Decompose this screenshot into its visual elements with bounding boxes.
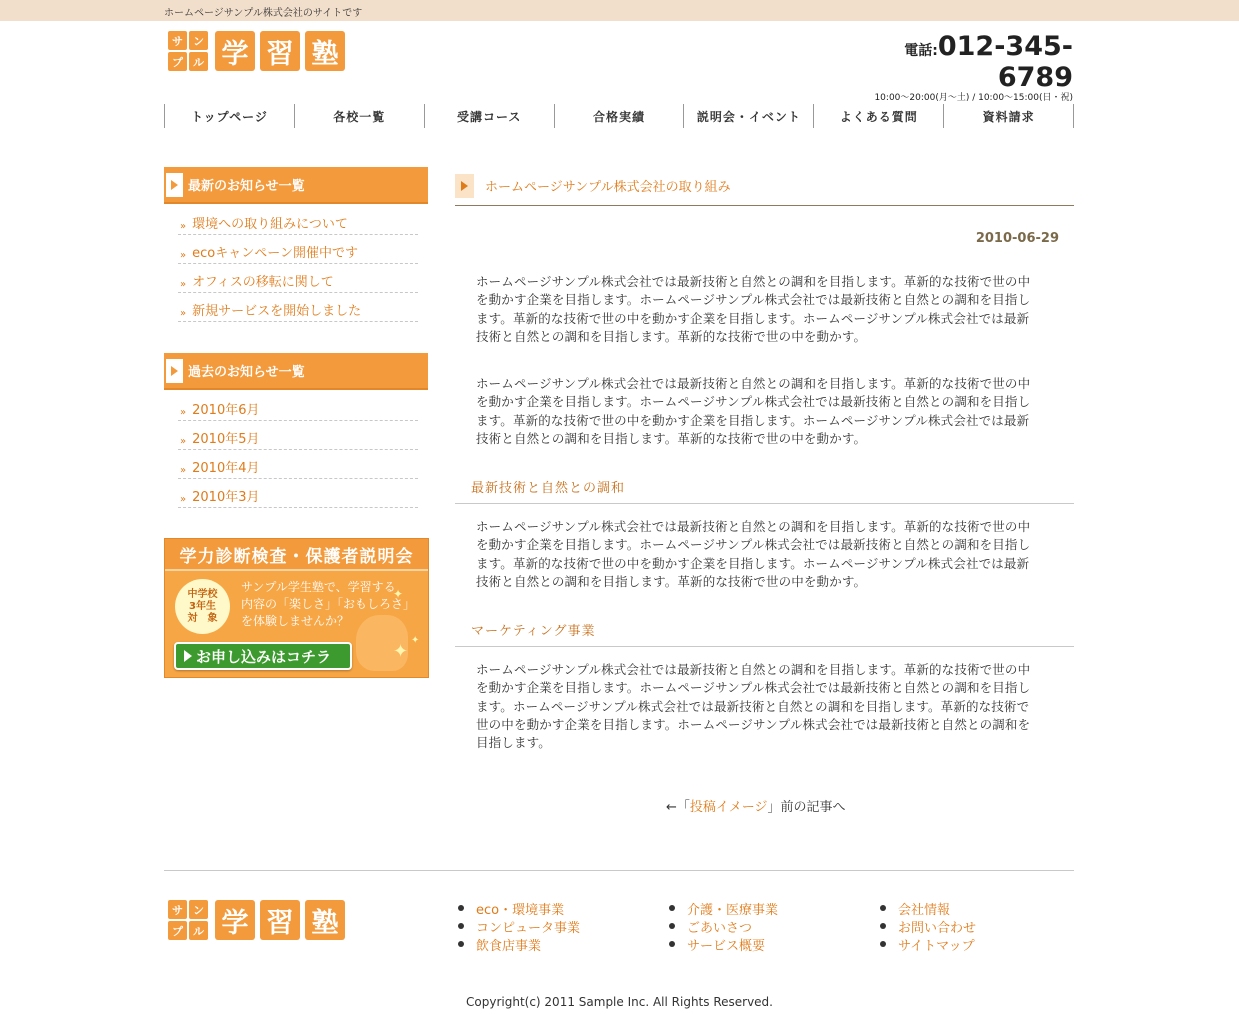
latest-news-title: 最新のお知らせ一覧 <box>188 179 305 194</box>
nav-request[interactable]: 資料請求 <box>944 104 1074 128</box>
footer-link-label: ごあいさつ <box>687 920 753 936</box>
triangle-icon <box>455 174 474 198</box>
list-item[interactable] <box>178 421 418 450</box>
prev-suffix: 」前の記事へ <box>767 800 846 815</box>
list-item[interactable] <box>178 206 418 235</box>
apply-button-label: お申し込みはコチラ <box>196 647 332 666</box>
bullet-icon <box>458 941 464 947</box>
footer-link-label: サービス概要 <box>687 938 766 954</box>
text-line: 技術と自然との調和を目指します。革新的な技術で世の中を動かす。 <box>476 430 867 446</box>
footer-link[interactable] <box>880 917 976 935</box>
nav-top[interactable]: トップページ <box>165 104 295 128</box>
banner-text-line: サンプル学生塾で、学習する <box>241 580 396 594</box>
bullet-icon <box>458 923 464 929</box>
logo-big-char: 学 <box>215 31 255 71</box>
bullet-icon <box>880 905 886 911</box>
bullet-icon: » <box>180 407 187 418</box>
list-item[interactable] <box>178 479 418 508</box>
logo-big-char: 習 <box>260 900 300 940</box>
past-news-heading <box>164 353 428 390</box>
logo-small-grid <box>168 31 208 71</box>
post-date: 2010-06-29 <box>975 231 1059 246</box>
logo-char: ル <box>189 52 208 71</box>
logo-big-char: 学 <box>215 900 255 940</box>
logo-big-char: 塾 <box>305 31 345 71</box>
nav-events[interactable]: 説明会・イベント <box>684 104 814 128</box>
latest-news-heading <box>164 167 428 204</box>
copyright: Copyright(c) 2011 Sample Inc. All Rights Reserved. <box>466 995 773 1009</box>
nav-courses[interactable]: 受講コース <box>425 104 555 128</box>
contact-info <box>847 31 1073 103</box>
nav-results[interactable]: 合格実績 <box>555 104 685 128</box>
site-logo[interactable] <box>168 31 350 71</box>
news-link[interactable]: 環境への取り組みについて <box>192 217 348 232</box>
sparkle-icon: ✦ <box>393 587 404 601</box>
text-line: 技術と自然との調和を目指します。革新的な技術で世の中を動かす。 <box>476 328 867 344</box>
footer-link-label: eco・環境事業 <box>476 902 565 918</box>
bullet-icon: » <box>180 250 187 261</box>
footer-divider <box>164 870 1074 871</box>
text-line: 世の中を動かす企業を目指します。ホームページサンプル株式会社では最新技術と自然との調和を <box>476 716 1031 732</box>
archive-link[interactable]: 2010年6月 <box>192 403 260 418</box>
bullet-icon: » <box>180 436 187 447</box>
logo-big-char: 習 <box>260 31 300 71</box>
text-line: ます。ホームページサンプル株式会社では最新技術と自然との調和を目指します。革新的な技術で <box>476 698 1030 714</box>
footer-link[interactable] <box>880 935 976 953</box>
logo-char: プ <box>168 52 187 71</box>
logo-small-grid <box>168 900 208 940</box>
seminar-banner[interactable] <box>164 538 429 678</box>
text-line: を動かす企業を目指します。ホームページサンプル株式会社では最新技術と自然との調和を目指し <box>476 680 1031 696</box>
text-line: を動かす企業を目指します。ホームページサンプル株式会社では最新技術と自然との調和を目指し <box>476 394 1031 410</box>
logo-char: プ <box>168 921 187 940</box>
latest-news-list <box>178 206 418 322</box>
past-news-list <box>178 392 418 508</box>
triangle-icon <box>166 173 183 197</box>
list-item[interactable] <box>178 392 418 421</box>
section-heading: マーケティング事業 <box>455 617 1074 647</box>
business-hours: 10:00〜20:00(月〜土) / 10:00〜15:00(日・祝) <box>874 93 1073 103</box>
nav-faq[interactable]: よくある質問 <box>814 104 944 128</box>
logo-char: ン <box>189 900 208 919</box>
global-nav <box>164 104 1074 128</box>
phone-label: 電話: <box>904 43 938 59</box>
text-line: 目指します。 <box>476 735 551 751</box>
list-item[interactable] <box>178 235 418 264</box>
footer-logo[interactable] <box>168 900 350 940</box>
bullet-icon: » <box>180 465 187 476</box>
footer-link-label: コンピュータ事業 <box>476 920 581 936</box>
list-item[interactable] <box>178 264 418 293</box>
footer-link[interactable] <box>880 899 976 917</box>
play-icon <box>184 650 192 662</box>
article-paragraph <box>476 273 1052 346</box>
news-link[interactable]: オフィスの移転に関して <box>192 275 334 290</box>
footer-link-label: サイトマップ <box>898 938 975 954</box>
footer-link[interactable] <box>458 899 580 917</box>
text-line: ホームページサンプル株式会社では最新技術と自然との調和を目指します。革新的な技術で世の中 <box>476 662 1031 677</box>
banner-text-line: を体験しませんか？ <box>241 614 350 628</box>
article-paragraph <box>476 661 1052 752</box>
badge-line: 対 象 <box>187 612 218 624</box>
footer-link-label: 介護・医療事業 <box>687 902 779 918</box>
bullet-icon: » <box>180 494 187 505</box>
site-tagline: ホームページサンプル株式会社のサイトです <box>164 8 363 19</box>
bullet-icon <box>669 941 675 947</box>
phone-number: 012-345-6789 <box>937 31 1073 93</box>
article-paragraph <box>476 375 1052 448</box>
bullet-icon: » <box>180 279 187 290</box>
archive-link[interactable]: 2010年3月 <box>192 490 260 505</box>
badge-line: 3年生 <box>189 600 216 612</box>
sparkle-icon: ✦ <box>411 635 420 646</box>
archive-link[interactable]: 2010年5月 <box>192 432 260 447</box>
triangle-icon <box>166 359 183 383</box>
text-line: ます。革新的な技術で世の中を動かす企業を目指します。ホームページサンプル株式会社では最新 <box>476 412 1030 428</box>
nav-schools[interactable]: 各校一覧 <box>295 104 425 128</box>
text-line: ホームページサンプル株式会社では最新技術と自然との調和を目指します。革新的な技術で世の中 <box>476 519 1031 534</box>
bullet-icon <box>669 923 675 929</box>
list-item[interactable] <box>178 293 418 322</box>
bullet-icon <box>669 905 675 911</box>
list-item[interactable] <box>178 450 418 479</box>
logo-char: ン <box>189 31 208 50</box>
banner-title: 学力診断検査・保護者説明会 <box>165 539 428 571</box>
footer-link[interactable] <box>669 899 778 917</box>
footer-links-col2 <box>669 899 778 953</box>
news-link[interactable]: 新規サービスを開始しました <box>192 304 362 319</box>
bullet-icon <box>458 905 464 911</box>
logo-char: サ <box>168 900 187 919</box>
text-line: ます。革新的な技術で世の中を動かす企業を目指します。ホームページサンプル株式会社では最新 <box>476 310 1030 326</box>
footer-link[interactable] <box>669 935 778 953</box>
footer-link-label: 会社情報 <box>898 902 951 918</box>
footer-links-col3 <box>880 899 976 953</box>
text-line: ます。革新的な技術で世の中を動かす企業を目指します。ホームページサンプル株式会社では最新 <box>476 555 1030 571</box>
text-line: を動かす企業を目指します。ホームページサンプル株式会社では最新技術と自然との調和を目指し <box>476 537 1031 553</box>
article-title: ホームページサンプル株式会社の取り組み <box>485 180 731 195</box>
bullet-icon: » <box>180 308 187 319</box>
article-title-bar <box>455 172 1074 206</box>
prev-arrow: ←「 <box>666 800 690 815</box>
logo-char: ル <box>189 921 208 940</box>
article-paragraph <box>476 518 1052 591</box>
top-bar <box>0 0 1239 21</box>
banner-text-line: 内容の「楽しさ」「おもしろさ」 <box>241 597 416 611</box>
badge-line: 中学校 <box>187 588 218 600</box>
bullet-icon <box>880 941 886 947</box>
section-heading: 最新技術と自然との調和 <box>455 474 1074 504</box>
footer-link[interactable] <box>458 935 580 953</box>
past-news-title: 過去のお知らせ一覧 <box>188 365 305 380</box>
target-badge <box>175 579 230 634</box>
bullet-icon <box>880 923 886 929</box>
news-link[interactable]: ecoキャンペーン開催中です <box>192 246 358 261</box>
prev-post-link[interactable]: 投稿イメージ <box>689 800 768 815</box>
apply-button[interactable] <box>174 642 352 670</box>
footer-link-label: お問い合わせ <box>898 920 977 936</box>
logo-char: サ <box>168 31 187 50</box>
footer-links-col1 <box>458 899 580 953</box>
bullet-icon: » <box>180 221 187 232</box>
text-line: 技術と自然との調和を目指します。革新的な技術で世の中を動かす。 <box>476 573 867 589</box>
footer-link[interactable] <box>458 917 580 935</box>
logo-big-char: 塾 <box>305 900 345 940</box>
sparkle-icon: ✦ <box>393 641 409 662</box>
text-line: を動かす企業を目指します。ホームページサンプル株式会社では最新技術と自然との調和を目指し <box>476 292 1031 308</box>
footer-link-label: 飲食店事業 <box>476 938 542 954</box>
archive-link[interactable]: 2010年4月 <box>192 461 260 476</box>
prev-post-nav <box>666 796 846 815</box>
text-line: ホームページサンプル株式会社では最新技術と自然との調和を目指します。革新的な技術で世の中 <box>476 274 1031 289</box>
footer-link[interactable] <box>669 917 778 935</box>
text-line: ホームページサンプル株式会社では最新技術と自然との調和を目指します。革新的な技術で世の中 <box>476 376 1031 391</box>
